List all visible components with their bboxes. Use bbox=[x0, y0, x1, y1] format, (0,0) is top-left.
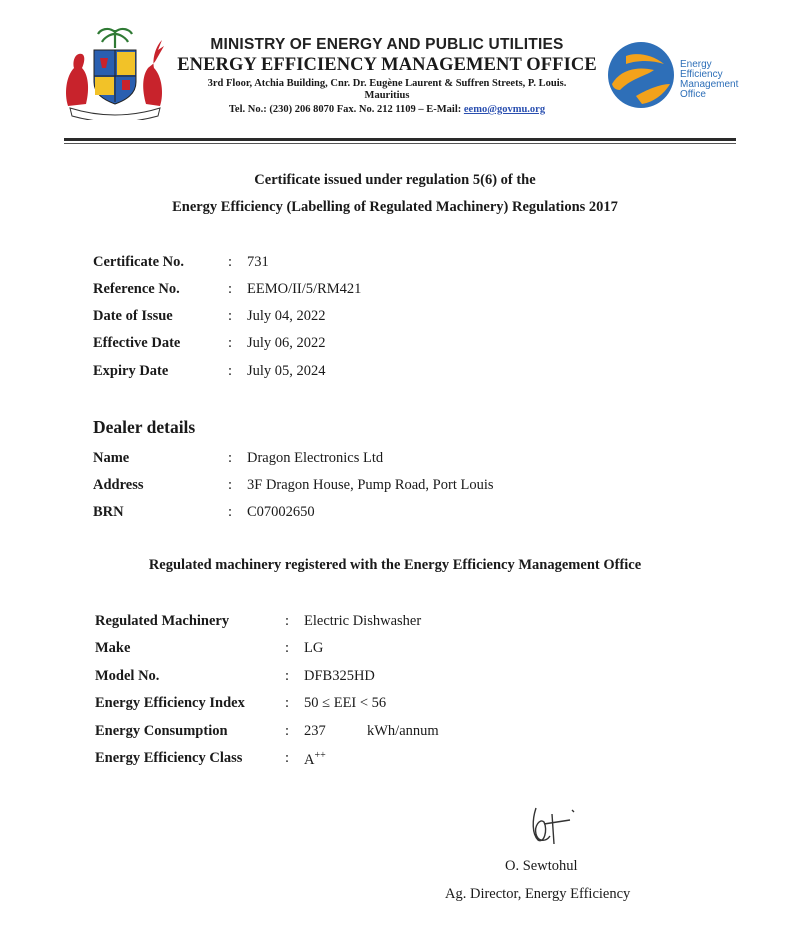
dealer-address-label: Address bbox=[93, 477, 144, 493]
logo-word-2: Efficiency bbox=[680, 69, 723, 80]
separator: : bbox=[285, 613, 290, 629]
eemo-logo-icon bbox=[606, 40, 676, 110]
email-link[interactable]: eemo@govmu.org bbox=[463, 104, 546, 115]
energy-consumption-unit: kWh/annum bbox=[367, 723, 439, 739]
dealer-brn-value: C07002650 bbox=[247, 504, 315, 520]
class-letter: A bbox=[304, 751, 315, 768]
reference-no-label: Reference No. bbox=[93, 281, 180, 297]
office-address bbox=[172, 78, 602, 102]
separator: : bbox=[228, 477, 233, 493]
eemo-logo-text bbox=[680, 60, 760, 100]
signer-name: O. Sewtohul bbox=[505, 858, 578, 874]
certificate-no-label: Certificate No. bbox=[93, 254, 184, 270]
coat-of-arms-icon bbox=[60, 24, 170, 120]
energy-efficiency-index-value: 50 ≤ EEI < 56 bbox=[304, 695, 387, 711]
date-of-issue-label: Date of Issue bbox=[93, 308, 173, 324]
contact-line bbox=[172, 104, 602, 115]
signer-role: Ag. Director, Energy Efficiency bbox=[445, 886, 631, 902]
energy-efficiency-index-label: Energy Efficiency Index bbox=[95, 695, 245, 711]
machinery-heading: Regulated machinery registered with the Energy Efficiency Management Office bbox=[148, 557, 642, 573]
separator: : bbox=[285, 750, 290, 766]
expiry-date-value: July 05, 2024 bbox=[247, 363, 326, 379]
signature-icon bbox=[522, 800, 592, 850]
energy-consumption-label: Energy Consumption bbox=[95, 723, 228, 739]
effective-date-value: July 06, 2022 bbox=[247, 335, 326, 351]
logo-word-1: Energy bbox=[680, 59, 712, 70]
dealer-name-label: Name bbox=[93, 450, 130, 466]
model-no-value: DFB325HD bbox=[304, 668, 375, 684]
model-no-label: Model No. bbox=[95, 668, 160, 684]
class-plus: ++ bbox=[314, 750, 326, 761]
separator: : bbox=[228, 335, 233, 351]
energy-efficiency-class-value bbox=[304, 750, 326, 769]
separator: : bbox=[228, 363, 233, 379]
regulated-machinery-label: Regulated Machinery bbox=[95, 613, 230, 629]
energy-consumption-value: 237 bbox=[304, 723, 326, 739]
header-divider bbox=[64, 138, 736, 141]
reference-no-value: EEMO/II/5/RM421 bbox=[247, 281, 362, 297]
separator: : bbox=[285, 640, 290, 656]
make-label: Make bbox=[95, 640, 131, 656]
separator: : bbox=[228, 308, 233, 324]
dealer-name-value: Dragon Electronics Ltd bbox=[247, 450, 384, 466]
certificate-title-line-1: Certificate issued under regulation 5(6) of the bbox=[254, 172, 536, 188]
separator: : bbox=[285, 668, 290, 684]
header-divider-thin bbox=[64, 143, 736, 144]
contact-text: Tel. No.: (230) 206 8070 Fax. No. 212 1109 – E-Mail: bbox=[228, 104, 464, 115]
address-line-1: 3rd Floor, Atchia Building, Cnr. Dr. Eugène Laurent & Suffren Streets, P. Louis. bbox=[207, 78, 567, 89]
make-value: LG bbox=[304, 640, 324, 656]
separator: : bbox=[285, 695, 290, 711]
dealer-details-heading: Dealer details bbox=[93, 417, 196, 437]
energy-efficiency-class-label: Energy Efficiency Class bbox=[95, 750, 243, 766]
separator: : bbox=[228, 504, 233, 520]
logo-word-4: Office bbox=[680, 89, 706, 100]
date-of-issue-value: July 04, 2022 bbox=[247, 308, 326, 324]
ministry-name: MINISTRY OF ENERGY AND PUBLIC UTILITIES bbox=[210, 36, 564, 53]
certificate-no-value: 731 bbox=[247, 254, 269, 270]
separator: : bbox=[228, 450, 233, 466]
office-name: ENERGY EFFICIENCY MANAGEMENT OFFICE bbox=[177, 55, 597, 75]
separator: : bbox=[228, 254, 233, 270]
certificate-title-line-2: Energy Efficiency (Labelling of Regulated Machinery) Regulations 2017 bbox=[172, 199, 618, 215]
dealer-brn-label: BRN bbox=[93, 504, 124, 520]
separator: : bbox=[228, 281, 233, 297]
effective-date-label: Effective Date bbox=[93, 335, 181, 351]
address-line-2: Mauritius bbox=[364, 90, 410, 101]
dealer-address-value: 3F Dragon House, Pump Road, Port Louis bbox=[247, 477, 494, 493]
regulated-machinery-value: Electric Dishwasher bbox=[304, 613, 422, 629]
separator: : bbox=[285, 723, 290, 739]
logo-word-3: Management bbox=[680, 79, 739, 90]
expiry-date-label: Expiry Date bbox=[93, 363, 169, 379]
